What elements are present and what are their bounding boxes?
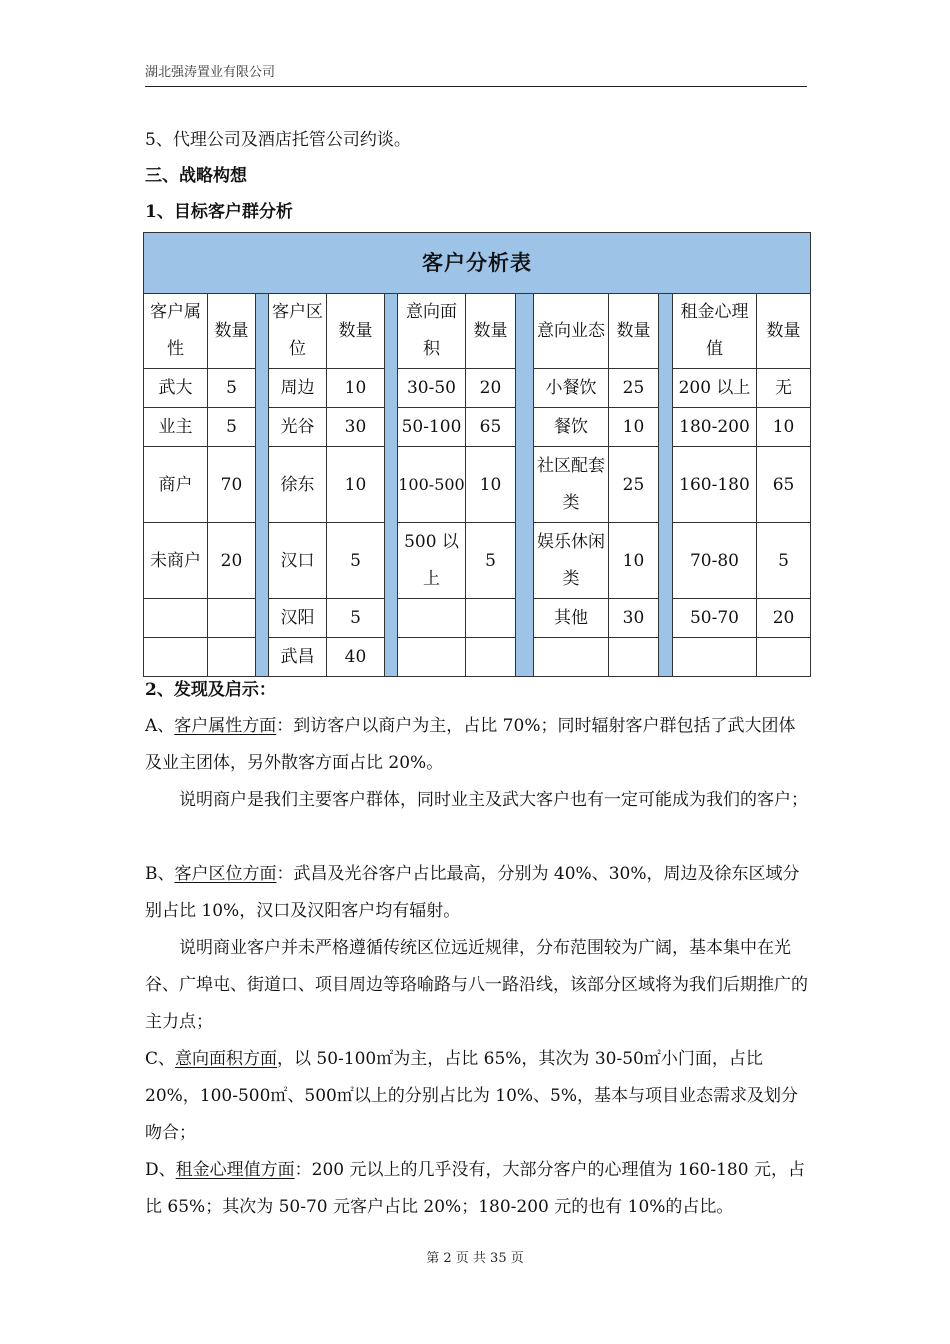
subsection-1-heading: 1、目标客户群分析 xyxy=(145,202,293,222)
table-cell: 100-500 xyxy=(398,447,466,523)
table-cell: 业主 xyxy=(144,408,208,447)
table-cell: 武昌 xyxy=(269,638,327,677)
table-cell xyxy=(673,638,757,677)
finding-a-note: 说明商户是我们主要客户群体，同时业主及武大客户也有一定可能成为我们的客户； xyxy=(179,790,808,810)
table-cell: 20 xyxy=(208,523,256,599)
finding-b-title: 客户区位方面 xyxy=(174,864,277,884)
finding-c-title: 意向面积方面 xyxy=(175,1049,278,1069)
table-cell: 10 xyxy=(609,523,659,599)
header-cell: 租金心理值 xyxy=(673,294,757,369)
finding-c-label: C、 xyxy=(145,1049,176,1069)
table-cell: 200 以上 xyxy=(673,369,757,408)
table-cell: 商户 xyxy=(144,447,208,523)
spacer-column xyxy=(659,294,673,677)
table-cell xyxy=(208,638,256,677)
table-cell: 小餐饮 xyxy=(534,369,609,408)
table-cell: 社区配套类 xyxy=(534,447,609,523)
table-cell xyxy=(208,599,256,638)
table-cell: 180-200 xyxy=(673,408,757,447)
table-cell: 10 xyxy=(757,408,811,447)
finding-c-text: ，以 50-100㎡为主，占比 65%，其次为 30-50㎡小门面，占比 20%，100-500㎡、500㎡以上的分别占比为 10%、5%，基本与项目业态需求及划分吻合； xyxy=(145,1049,799,1143)
table-cell: 40 xyxy=(327,638,385,677)
finding-a-title: 客户属性方面 xyxy=(174,716,277,736)
table-cell: 徐东 xyxy=(269,447,327,523)
table-cell xyxy=(466,638,516,677)
header-cell: 数量 xyxy=(757,294,811,369)
table-cell: 5 xyxy=(208,369,256,408)
table-cell: 10 xyxy=(327,369,385,408)
table-cell: 汉阳 xyxy=(269,599,327,638)
finding-a-text: ：到访客户以商户为主，占比 70%；同时辐射客户群包括了武大团体及业主团体，另外散客方面占比 20%。 xyxy=(145,716,796,773)
finding-d-label: D、 xyxy=(145,1160,176,1180)
intro-item-5: 5、代理公司及酒店托管公司约谈。 xyxy=(145,130,411,150)
finding-b-text: ：武昌及光谷客户占比最高，分别为 40%、30%，周边及徐东区域分别占比 10%，汉口及汉阳客户均有辐射。 xyxy=(145,864,800,921)
header-cell: 数量 xyxy=(466,294,516,369)
finding-b-note: 说明商业客户并未严格遵循传统区位远近规律，分布范围较为广阔，基本集中在光谷、广埠屯、街道口、项目周边等珞喻路与八一路沿线，该部分区域将为我们后期推广的主力点； xyxy=(145,938,808,1032)
table-cell: 武大 xyxy=(144,369,208,408)
table-row xyxy=(144,599,811,638)
table-cell: 25 xyxy=(609,447,659,523)
table-cell: 50-70 xyxy=(673,599,757,638)
table-cell: 70-80 xyxy=(673,523,757,599)
table-cell: 5 xyxy=(466,523,516,599)
table-cell: 30-50 xyxy=(398,369,466,408)
page-header xyxy=(145,62,807,87)
table-cell: 65 xyxy=(757,447,811,523)
table-cell: 10 xyxy=(466,447,516,523)
header-cell: 数量 xyxy=(327,294,385,369)
section-3-heading: 三、战略构想 xyxy=(145,166,247,186)
spacer-column xyxy=(385,294,398,677)
table-cell: 70 xyxy=(208,447,256,523)
spacer-column xyxy=(256,294,269,677)
table-cell xyxy=(144,599,208,638)
table-cell: 汉口 xyxy=(269,523,327,599)
table-title: 客户分析表 xyxy=(144,233,811,294)
table-cell: 周边 xyxy=(269,369,327,408)
table-cell: 20 xyxy=(466,369,516,408)
table-cell: 其他 xyxy=(534,599,609,638)
finding-a xyxy=(145,708,810,782)
table-cell: 5 xyxy=(208,408,256,447)
table-cell: 25 xyxy=(609,369,659,408)
table-cell: 30 xyxy=(609,599,659,638)
table-cell: 5 xyxy=(757,523,811,599)
table-cell xyxy=(398,638,466,677)
header-cell: 客户区位 xyxy=(269,294,327,369)
table-cell: 30 xyxy=(327,408,385,447)
table-cell: 160-180 xyxy=(673,447,757,523)
table-cell: 10 xyxy=(327,447,385,523)
table-row xyxy=(144,523,811,599)
header-cell: 意向面积 xyxy=(398,294,466,369)
table-cell xyxy=(466,599,516,638)
finding-c xyxy=(145,1041,810,1152)
table-header-row xyxy=(144,294,811,369)
finding-d xyxy=(145,1152,810,1226)
table-cell: 500 以上 xyxy=(398,523,466,599)
table-cell: 5 xyxy=(327,523,385,599)
finding-d-text: ：200 元以上的几乎没有，大部分客户的心理值为 160-180 元，占比 65%；其次为 50-70 元客户占比 20%；180-200 元的也有 10%的占比。 xyxy=(145,1160,805,1217)
header-cell: 客户属性 xyxy=(144,294,208,369)
table-cell: 5 xyxy=(327,599,385,638)
table-cell xyxy=(534,638,609,677)
table-cell xyxy=(609,638,659,677)
table-cell xyxy=(398,599,466,638)
table-cell: 餐饮 xyxy=(534,408,609,447)
table-cell: 光谷 xyxy=(269,408,327,447)
finding-b xyxy=(145,856,810,930)
table-cell: 20 xyxy=(757,599,811,638)
header-cell: 数量 xyxy=(208,294,256,369)
table-cell: 娱乐休闲类 xyxy=(534,523,609,599)
table-cell: 50-100 xyxy=(398,408,466,447)
table-cell: 65 xyxy=(466,408,516,447)
table-cell: 未商户 xyxy=(144,523,208,599)
spacer-column xyxy=(516,294,534,677)
table-row xyxy=(144,408,811,447)
table-row xyxy=(144,447,811,523)
finding-a-label: A、 xyxy=(145,716,175,736)
finding-d-title: 租金心理值方面 xyxy=(175,1160,295,1180)
finding-b-label: B、 xyxy=(145,864,175,884)
table-cell xyxy=(144,638,208,677)
findings-heading: 2、发现及启示： xyxy=(145,680,276,700)
table-cell: 无 xyxy=(757,369,811,408)
header-cell: 数量 xyxy=(609,294,659,369)
table-cell xyxy=(757,638,811,677)
table-cell: 10 xyxy=(609,408,659,447)
company-name: 湖北强涛置业有限公司 xyxy=(145,65,276,80)
page-number: 第 2 页 共 35 页 xyxy=(426,1251,524,1266)
header-cell: 意向业态 xyxy=(534,294,609,369)
table-row xyxy=(144,369,811,408)
table-row xyxy=(144,638,811,677)
customer-analysis-table xyxy=(143,232,811,677)
